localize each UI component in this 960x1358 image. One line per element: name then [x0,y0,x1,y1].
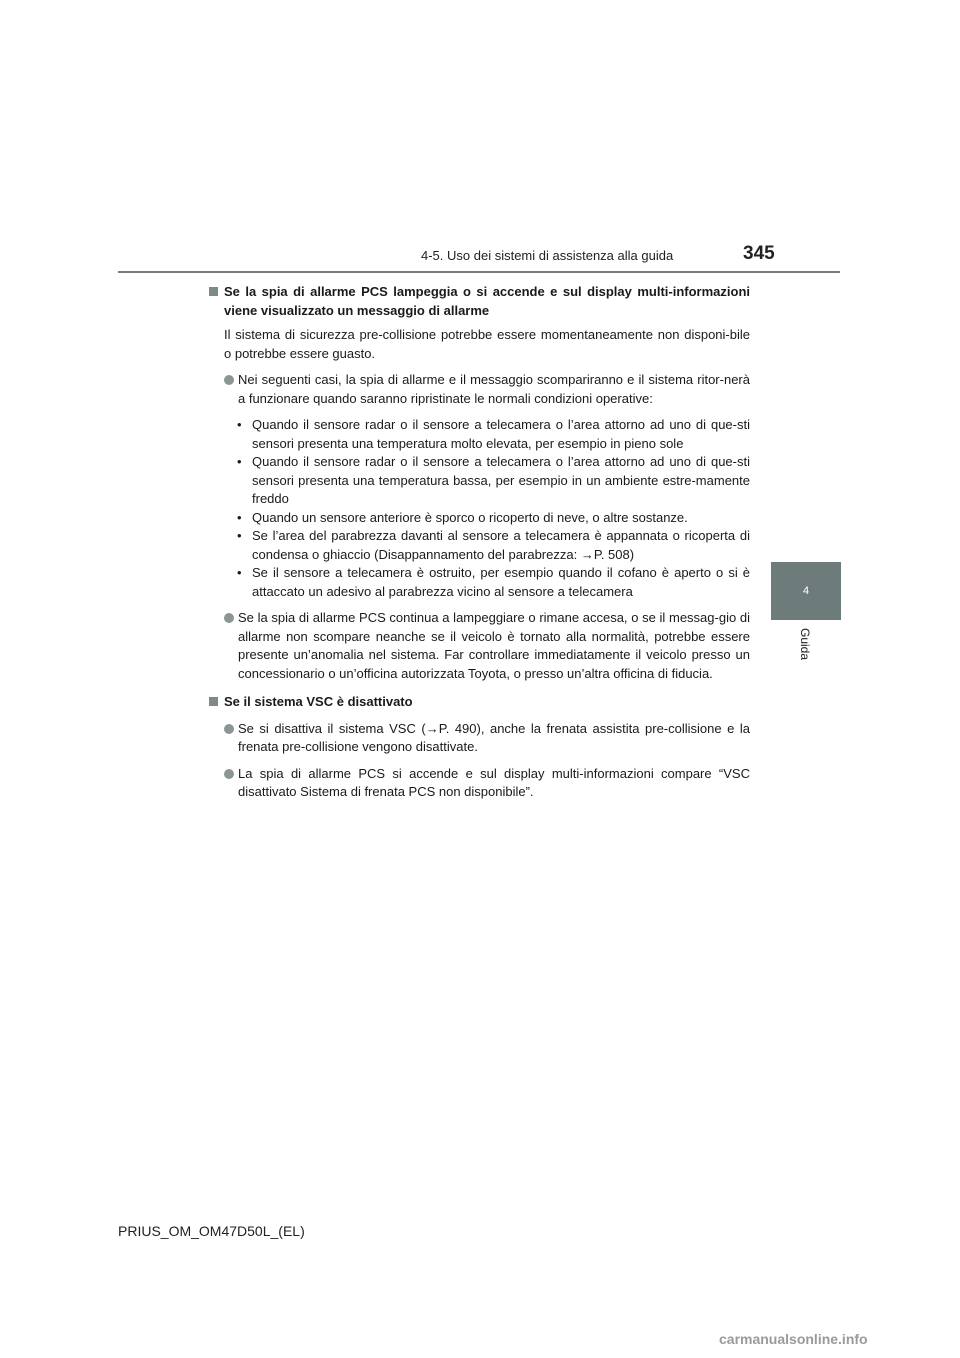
square-bullet-icon [209,697,218,706]
dot-bullet-icon: • [237,417,242,432]
sub-list-item: • Quando un sensore anteriore è sporco o ricoperto di neve, o altre sostanze. [206,509,750,528]
section-intro: Il sistema di sicurezza pre-collisione potrebbe essere momentaneamente non disponi-bile o potrebbe essere guasto. [224,327,750,361]
sub-list-item: • Quando il sensore radar o il sensore a telecamera o l’area attorno ad uno di que-sti sensori presenta una temperatura molto elevata, per esempio in pieno sole [237,417,750,451]
bullet-item: Se la spia di allarme PCS continua a lampeggiare o rimane accesa, o se il messag-gio di allarme non scompare neanche se il veicolo è tornato alla normalità, potrebbe essere presente un’anomalia nel sistema. Far controllare immediatamente il veicolo presso un concessionario o un’officina autorizzata Toyota, o presso un’altra officina di fiducia. [206,609,750,683]
bullet-item: La spia di allarme PCS si accende e sul display multi-informazioni compare “VSC disattivato Sistema di frenata PCS non disponibile”. [206,765,750,802]
page-content [206,283,750,802]
header-divider [118,271,840,273]
page-number: 345 [743,243,775,264]
section-title: 4-5. Uso dei sistemi di assistenza alla guida [421,248,674,263]
sub-list-item: • Se il sensore a telecamera è ostruito, per esempio quando il cofano è aperto o si è attaccato un adesivo al parabrezza vicino al sensore a telecamera [237,565,750,599]
sub-list [206,416,750,601]
circle-bullet-icon [224,375,234,385]
sub-list-item: • Se l’area del parabrezza davanti al sensore a telecamera è appannata o ricoperta di condensa o ghiaccio (Disappannamento del parabrezza: →P. 508) [237,528,750,562]
watermark: carmanualsonline.info [719,1331,868,1347]
circle-bullet-icon [224,769,234,779]
chapter-tab: 4 [771,562,841,620]
dot-bullet-icon: • [237,509,242,525]
sub-list-item: • Quando il sensore radar o il sensore a telecamera o l’area attorno ad uno di que-sti sensori presenta una temperatura bassa, per esempio in un ambiente estre-mamente freddo [237,454,750,506]
dot-bullet-icon: • [237,454,242,469]
circle-bullet-icon [224,613,234,623]
bullet-item: Se si disattiva il sistema VSC (→P. 490), anche la frenata assistita pre-collisione e la frenata pre-collisione vengono disattivate. [206,720,750,757]
dot-bullet-icon: • [237,565,242,580]
bullet-item: Nei seguenti casi, la spia di allarme e il messaggio scompariranno e il sistema ritor-nerà a funzionare quando saranno ripristinate le normali condizioni operative: [206,371,750,408]
dot-bullet-icon: • [237,528,242,543]
circle-bullet-icon [224,724,234,734]
section-heading: Se la spia di allarme PCS lampeggia o si accende e sul display multi-informazioni viene visualizzato un messaggio di allarme [206,283,750,320]
square-bullet-icon [209,287,218,296]
section-heading: Se il sistema VSC è disattivato [206,693,750,712]
chapter-label: Guida [798,628,812,661]
model-code: PRIUS_OM_OM47D50L_(EL) [118,1223,305,1239]
